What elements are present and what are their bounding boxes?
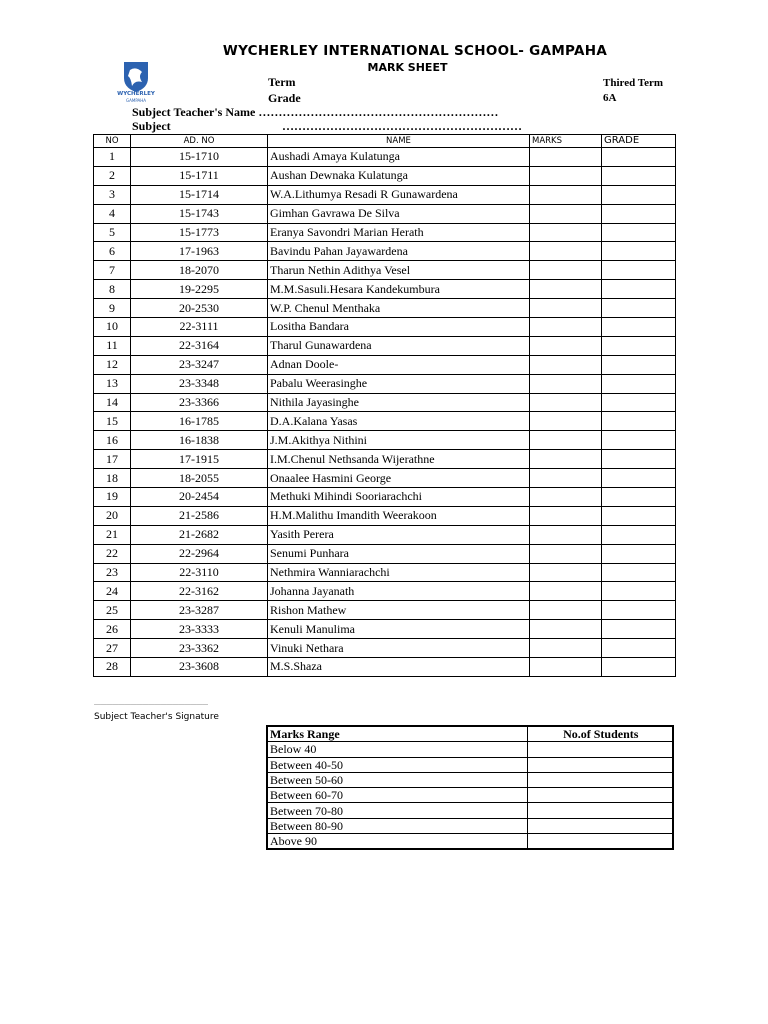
range-row	[267, 742, 673, 757]
row-number: 9	[94, 299, 131, 318]
table-row	[94, 544, 676, 563]
row-number: 2	[94, 166, 131, 185]
admission-number: 15-1710	[131, 148, 268, 167]
row-number: 8	[94, 280, 131, 299]
admission-number: 18-2055	[131, 469, 268, 488]
admission-number: 17-1963	[131, 242, 268, 261]
marks-cell[interactable]	[530, 412, 602, 431]
marks-cell[interactable]	[530, 223, 602, 242]
admission-number: 18-2070	[131, 261, 268, 280]
row-number: 6	[94, 242, 131, 261]
admission-number: 23-3333	[131, 620, 268, 639]
marks-cell[interactable]	[530, 299, 602, 318]
admission-number: 23-3348	[131, 374, 268, 393]
table-row	[94, 166, 676, 185]
admission-number: 20-2454	[131, 488, 268, 507]
row-number: 4	[94, 204, 131, 223]
grade-cell[interactable]	[602, 166, 676, 185]
marks-cell[interactable]	[530, 506, 602, 525]
student-name: Tharul Gunawardena	[268, 336, 530, 355]
signature-label: Subject Teacher's Signature	[94, 712, 219, 722]
grade-cell[interactable]	[602, 601, 676, 620]
admission-number: 22-3111	[131, 318, 268, 337]
row-number: 23	[94, 563, 131, 582]
grade-cell[interactable]	[602, 223, 676, 242]
range-count-cell[interactable]	[527, 742, 673, 757]
range-label: Between 50-60	[267, 772, 527, 787]
marks-range-table	[266, 725, 674, 850]
row-number: 28	[94, 658, 131, 677]
subject-dots: ……………………………………………………	[282, 119, 522, 133]
student-name: Kenuli Manulima	[268, 620, 530, 639]
table-row	[94, 525, 676, 544]
table-row	[94, 563, 676, 582]
row-number: 13	[94, 374, 131, 393]
table-header-row	[94, 135, 676, 148]
table-row	[94, 431, 676, 450]
grade-cell[interactable]	[602, 469, 676, 488]
grade-cell[interactable]	[602, 280, 676, 299]
admission-number: 21-2586	[131, 506, 268, 525]
range-count-cell[interactable]	[527, 803, 673, 818]
range-label: Between 40-50	[267, 757, 527, 772]
range-row	[267, 803, 673, 818]
table-row	[94, 242, 676, 261]
range-header-row	[267, 726, 673, 742]
row-number: 26	[94, 620, 131, 639]
marks-cell[interactable]	[530, 601, 602, 620]
range-count-cell[interactable]	[527, 834, 673, 850]
student-name: Tharun Nethin Adithya Vesel	[268, 261, 530, 280]
marks-cell[interactable]	[530, 355, 602, 374]
student-name: D.A.Kalana Yasas	[268, 412, 530, 431]
range-count-cell[interactable]	[527, 757, 673, 772]
marks-cell[interactable]	[530, 280, 602, 299]
grade-cell[interactable]	[602, 374, 676, 393]
row-number: 7	[94, 261, 131, 280]
student-name: W.A.Lithumya Resadi R Gunawardena	[268, 185, 530, 204]
student-name: Adnan Doole-	[268, 355, 530, 374]
table-row	[94, 658, 676, 677]
range-header-count: No.of Students	[527, 726, 673, 742]
marks-cell[interactable]	[530, 563, 602, 582]
range-label: Between 80-90	[267, 818, 527, 833]
table-row	[94, 355, 676, 374]
student-name: Rishon Mathew	[268, 601, 530, 620]
student-name: W.P. Chenul Menthaka	[268, 299, 530, 318]
mark-sheet-table	[93, 134, 676, 677]
marks-cell[interactable]	[530, 431, 602, 450]
student-name: Lositha Bandara	[268, 318, 530, 337]
grade-cell[interactable]	[602, 148, 676, 167]
range-count-cell[interactable]	[527, 772, 673, 787]
grade-label: Grade	[268, 91, 301, 105]
student-name: Senumi Punhara	[268, 544, 530, 563]
grade-cell[interactable]	[602, 525, 676, 544]
row-number: 17	[94, 450, 131, 469]
range-row	[267, 757, 673, 772]
marks-cell[interactable]	[530, 148, 602, 167]
col-header-name: NAME	[268, 135, 530, 148]
table-row	[94, 582, 676, 601]
row-number: 11	[94, 336, 131, 355]
grade-cell[interactable]	[602, 488, 676, 507]
student-name: J.M.Akithya Nithini	[268, 431, 530, 450]
marks-cell[interactable]	[530, 374, 602, 393]
range-row	[267, 834, 673, 850]
grade-cell[interactable]	[602, 639, 676, 658]
grade-cell[interactable]	[602, 393, 676, 412]
teacher-name-dots: ……………………………………………………	[258, 105, 499, 119]
term-value: Thired Term	[603, 77, 664, 89]
range-row	[267, 818, 673, 833]
marks-cell[interactable]	[530, 261, 602, 280]
admission-number: 16-1785	[131, 412, 268, 431]
marks-cell[interactable]	[530, 544, 602, 563]
table-row	[94, 393, 676, 412]
marks-cell[interactable]	[530, 582, 602, 601]
admission-number: 15-1714	[131, 185, 268, 204]
logo-location: GAMPAHA	[126, 98, 146, 103]
range-label: Between 70-80	[267, 803, 527, 818]
admission-number: 21-2682	[131, 525, 268, 544]
grade-value: 6A	[603, 92, 617, 104]
grade-cell[interactable]	[602, 299, 676, 318]
table-row	[94, 148, 676, 167]
teacher-name-label	[132, 105, 498, 120]
grade-cell[interactable]	[602, 412, 676, 431]
table-row	[94, 488, 676, 507]
table-row	[94, 261, 676, 280]
row-number: 20	[94, 506, 131, 525]
col-header-adno: AD. NO	[131, 135, 268, 148]
row-number: 15	[94, 412, 131, 431]
admission-number: 16-1838	[131, 431, 268, 450]
student-name: H.M.Malithu Imandith Weerakoon	[268, 506, 530, 525]
admission-number: 15-1711	[131, 166, 268, 185]
marks-cell[interactable]	[530, 525, 602, 544]
student-name: Vinuki Nethara	[268, 639, 530, 658]
admission-number: 23-3362	[131, 639, 268, 658]
row-number: 22	[94, 544, 131, 563]
student-name: Pabalu Weerasinghe	[268, 374, 530, 393]
marks-cell[interactable]	[530, 658, 602, 677]
grade-cell[interactable]	[602, 318, 676, 337]
admission-number: 22-2964	[131, 544, 268, 563]
row-number: 10	[94, 318, 131, 337]
range-row	[267, 788, 673, 803]
grade-cell[interactable]	[602, 506, 676, 525]
row-number: 27	[94, 639, 131, 658]
subject-label: Subject	[132, 119, 171, 133]
table-row	[94, 639, 676, 658]
marks-cell[interactable]	[530, 318, 602, 337]
row-number: 16	[94, 431, 131, 450]
school-title: WYCHERLEY INTERNATIONAL SCHOOL- GAMPAHA	[222, 43, 608, 59]
student-name: M.M.Sasuli.Hesara Kandekumbura	[268, 280, 530, 299]
table-row	[94, 450, 676, 469]
row-number: 12	[94, 355, 131, 374]
grade-cell[interactable]	[602, 658, 676, 677]
table-row	[94, 318, 676, 337]
student-name: Bavindu Pahan Jayawardena	[268, 242, 530, 261]
admission-number: 22-3110	[131, 563, 268, 582]
admission-number: 17-1915	[131, 450, 268, 469]
admission-number: 20-2530	[131, 299, 268, 318]
marks-cell[interactable]	[530, 450, 602, 469]
col-header-grade: GRADE	[602, 135, 676, 148]
admission-number: 22-3162	[131, 582, 268, 601]
table-row	[94, 469, 676, 488]
grade-cell[interactable]	[602, 582, 676, 601]
grade-cell[interactable]	[602, 563, 676, 582]
row-number: 19	[94, 488, 131, 507]
marks-cell[interactable]	[530, 393, 602, 412]
student-name: Johanna Jayanath	[268, 582, 530, 601]
grade-cell[interactable]	[602, 431, 676, 450]
marks-cell[interactable]	[530, 242, 602, 261]
student-name: Aushan Dewnaka Kulatunga	[268, 166, 530, 185]
signature-line: …………………………………………………	[94, 700, 208, 707]
marks-cell[interactable]	[530, 639, 602, 658]
table-row	[94, 299, 676, 318]
table-row	[94, 601, 676, 620]
grade-cell[interactable]	[602, 185, 676, 204]
range-label: Above 90	[267, 834, 527, 850]
col-header-no: NO	[94, 135, 131, 148]
marks-cell[interactable]	[530, 185, 602, 204]
row-number: 24	[94, 582, 131, 601]
student-name: Eranya Savondri Marian Herath	[268, 223, 530, 242]
grade-cell[interactable]	[602, 242, 676, 261]
marks-cell[interactable]	[530, 204, 602, 223]
table-row	[94, 280, 676, 299]
admission-number: 23-3247	[131, 355, 268, 374]
range-label: Below 40	[267, 742, 527, 757]
range-header-range: Marks Range	[267, 726, 527, 742]
teacher-name-label-text: Subject Teacher's Name	[132, 105, 256, 119]
student-name: M.S.Shaza	[268, 658, 530, 677]
row-number: 14	[94, 393, 131, 412]
admission-number: 23-3366	[131, 393, 268, 412]
admission-number: 19-2295	[131, 280, 268, 299]
grade-cell[interactable]	[602, 355, 676, 374]
admission-number: 23-3608	[131, 658, 268, 677]
student-name: Yasith Perera	[268, 525, 530, 544]
table-row	[94, 506, 676, 525]
student-name: Aushadi Amaya Kulatunga	[268, 148, 530, 167]
grade-cell[interactable]	[602, 544, 676, 563]
marks-cell[interactable]	[530, 336, 602, 355]
student-name: I.M.Chenul Nethsanda Wijerathne	[268, 450, 530, 469]
row-number: 3	[94, 185, 131, 204]
range-count-cell[interactable]	[527, 818, 673, 833]
admission-number: 22-3164	[131, 336, 268, 355]
student-name: Nithila Jayasinghe	[268, 393, 530, 412]
marks-cell[interactable]	[530, 620, 602, 639]
marks-cell[interactable]	[530, 488, 602, 507]
student-name: Methuki Mihindi Sooriarachchi	[268, 488, 530, 507]
student-name: Gimhan Gavrawa De Silva	[268, 204, 530, 223]
grade-cell[interactable]	[602, 204, 676, 223]
admission-number: 15-1773	[131, 223, 268, 242]
admission-number: 15-1743	[131, 204, 268, 223]
term-label: Term	[268, 75, 296, 89]
table-row	[94, 204, 676, 223]
range-row	[267, 772, 673, 787]
grade-cell[interactable]	[602, 450, 676, 469]
row-number: 21	[94, 525, 131, 544]
student-name: Nethmira Wanniarachchi	[268, 563, 530, 582]
grade-cell[interactable]	[602, 336, 676, 355]
table-row	[94, 185, 676, 204]
marks-cell[interactable]	[530, 166, 602, 185]
table-row	[94, 620, 676, 639]
row-number: 5	[94, 223, 131, 242]
student-name: Onaalee Hasmini George	[268, 469, 530, 488]
row-number: 25	[94, 601, 131, 620]
admission-number: 23-3287	[131, 601, 268, 620]
range-label: Between 60-70	[267, 788, 527, 803]
grade-cell[interactable]	[602, 261, 676, 280]
sheet-title: MARK SHEET	[367, 61, 448, 74]
table-row	[94, 374, 676, 393]
row-number: 18	[94, 469, 131, 488]
logo-wordmark: WYCHERLEY	[117, 91, 155, 97]
col-header-marks: MARKS	[530, 135, 602, 148]
grade-cell[interactable]	[602, 620, 676, 639]
row-number: 1	[94, 148, 131, 167]
school-logo	[116, 60, 156, 104]
table-row	[94, 412, 676, 431]
table-row	[94, 336, 676, 355]
marks-cell[interactable]	[530, 469, 602, 488]
range-count-cell[interactable]	[527, 788, 673, 803]
table-row	[94, 223, 676, 242]
